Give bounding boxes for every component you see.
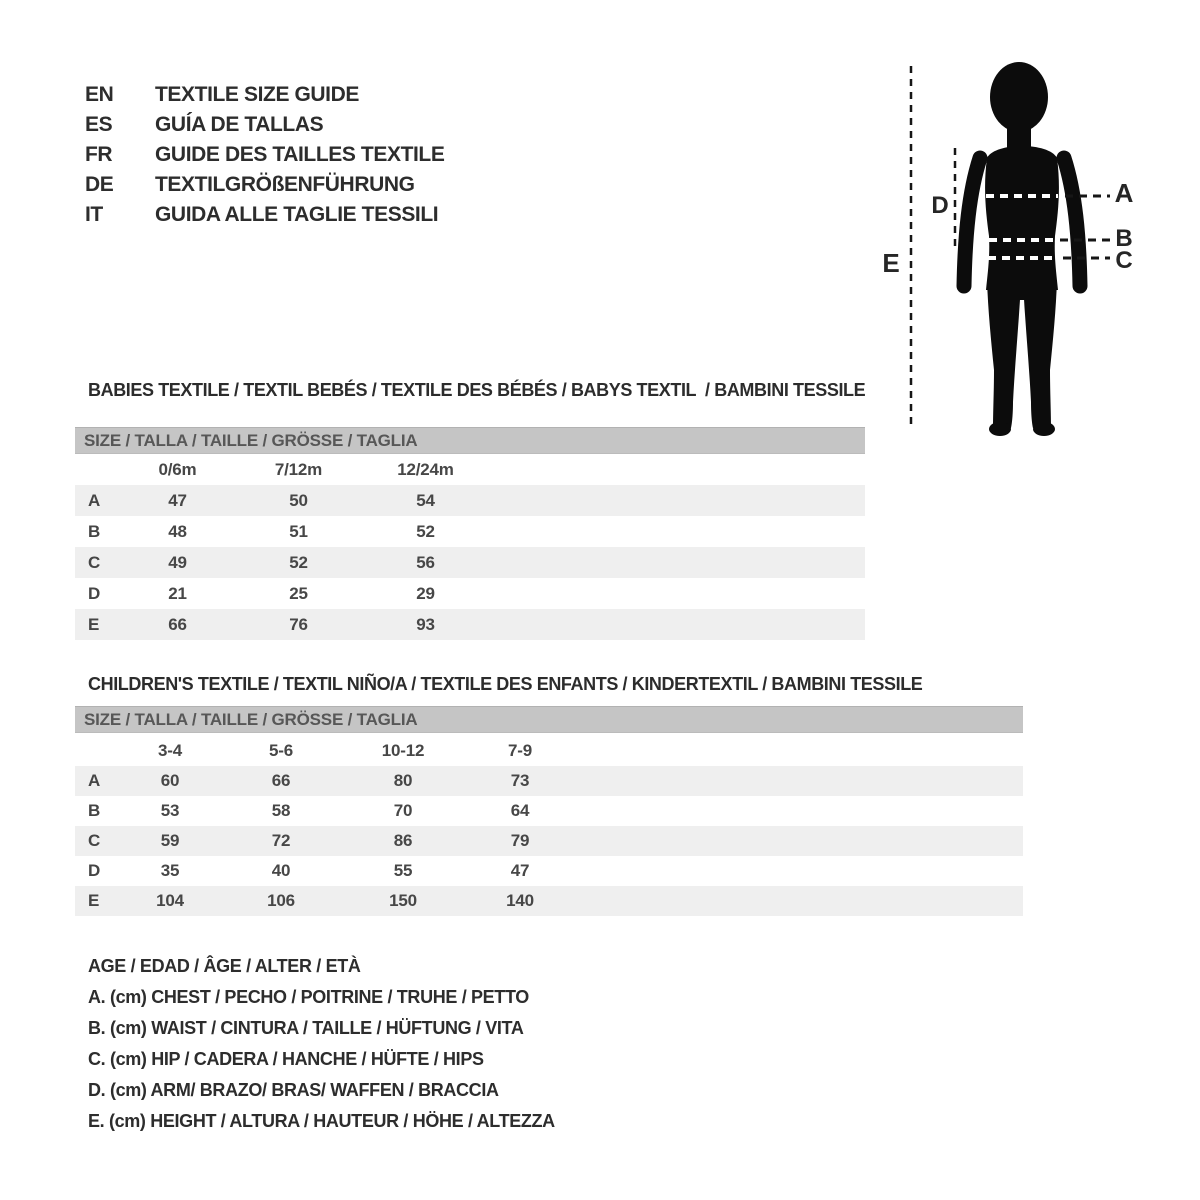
legend-line-chest: A. (cm) CHEST / PECHO / POITRINE / TRUHE / PETTO [88,987,529,1007]
column-header: 12/24m [397,459,454,479]
row-label: B [88,801,101,820]
table-cell: 79 [510,831,530,850]
babies-column-header-row [75,454,865,485]
language-code: EN [85,83,114,106]
table-cell: 60 [160,771,180,790]
table-row [75,485,865,516]
children-size-header-bar: SIZE / TALLA / TAILLE / GRÖSSE / TAGLIA [75,706,1023,733]
legend-line-waist: B. (cm) WAIST / CINTURA / TAILLE / HÜFTUNG / VITA [88,1018,524,1038]
language-code: IT [85,203,103,226]
table-row [75,796,1023,826]
table-cell: 35 [160,861,180,880]
table-cell: 47 [510,861,530,880]
babies-size-table [75,485,865,640]
children-section-title: CHILDREN'S TEXTILE / TEXTIL NIÑO/A / TEXTILE DES ENFANTS / KINDERTEXTIL / BAMBINI TESSILE [88,674,923,694]
size-measure-figure [860,50,1140,440]
row-label: D [88,861,101,880]
table-cell: 29 [416,583,435,603]
row-label: E [88,614,100,634]
language-code: ES [85,113,113,136]
table-cell: 55 [393,861,413,880]
column-header: 10-12 [381,740,425,760]
children-column-header-row [75,735,1023,766]
language-code: DE [85,173,114,196]
measure-label-b: B [1115,225,1133,252]
table-cell: 52 [416,521,435,541]
child-silhouette-image [964,62,1080,436]
measure-legend [88,951,555,1137]
column-header: 3-4 [158,740,182,760]
measure-label-d: D [931,192,949,219]
table-cell: 76 [289,614,308,634]
babies-section-title: BABIES TEXTILE / TEXTIL BEBÉS / TEXTILE DES BÉBÉS / BABYS TEXTIL / BAMBINI TESSILE [88,380,866,400]
table-row [75,609,865,640]
table-cell: 51 [289,521,308,541]
language-row [85,80,444,110]
column-header: 0/6m [158,459,197,479]
measure-label-a: A [1114,178,1134,208]
legend-line-arm: D. (cm) ARM/ BRAZO/ BRAS/ WAFFEN / BRACCIA [88,1080,499,1100]
row-label: E [88,891,100,910]
language-row [85,170,444,200]
language-row [85,110,444,140]
table-cell: 64 [510,801,530,820]
table-cell: 50 [289,490,308,510]
table-cell: 66 [271,771,291,790]
table-cell: 66 [168,614,187,634]
table-cell: 58 [271,801,291,820]
babies-size-header-bar: SIZE / TALLA / TAILLE / GRÖSSE / TAGLIA [75,427,865,454]
table-cell: 49 [168,552,187,572]
table-row [75,766,1023,796]
table-cell: 106 [267,891,295,910]
table-cell: 86 [393,831,413,850]
legend-line-hip: C. (cm) HIP / CADERA / HANCHE / HÜFTE / HIPS [88,1049,484,1069]
language-code: FR [85,143,113,166]
table-cell: 25 [289,583,308,603]
table-cell: 53 [160,801,180,820]
language-title: GUIDE DES TAILLES TEXTILE [155,143,445,166]
table-cell: 72 [271,831,291,850]
table-row [75,826,1023,856]
language-title: TEXTILE SIZE GUIDE [155,83,359,106]
language-row [85,200,444,230]
table-row [75,547,865,578]
legend-age-line: AGE / EDAD / ÂGE / ALTER / ETÀ [88,956,361,976]
measure-label-c: C [1115,247,1133,274]
column-header: 7/12m [274,459,323,479]
measure-label-e: E [882,248,900,278]
row-label: D [88,583,101,603]
legend-line-height: E. (cm) HEIGHT / ALTURA / HAUTEUR / HÖHE / ALTEZZA [88,1111,555,1131]
row-label: C [88,552,101,572]
table-cell: 48 [168,521,187,541]
table-cell: 54 [416,490,435,510]
row-label: B [88,521,101,541]
table-cell: 73 [510,771,530,790]
table-row [75,578,865,609]
table-row [75,856,1023,886]
language-row [85,140,444,170]
table-cell: 140 [506,891,534,910]
table-cell: 52 [289,552,308,572]
language-list [85,80,444,230]
table-row [75,516,865,547]
table-cell: 59 [160,831,180,850]
table-cell: 70 [393,801,413,820]
row-label: A [88,771,101,790]
table-cell: 47 [168,490,187,510]
row-label: C [88,831,101,850]
table-cell: 93 [416,614,435,634]
table-cell: 40 [271,861,291,880]
table-cell: 21 [168,583,187,603]
table-cell: 80 [393,771,413,790]
row-label: A [88,490,101,510]
table-cell: 104 [156,891,184,910]
children-size-table [75,766,1023,916]
column-header: 5-6 [269,740,293,760]
language-title: GUÍA DE TALLAS [155,113,324,136]
column-header: 7-9 [508,740,532,760]
language-title: TEXTILGRÖßENFÜHRUNG [155,173,415,196]
language-title: GUIDA ALLE TAGLIE TESSILI [155,203,439,226]
table-row [75,886,1023,916]
table-cell: 56 [416,552,435,572]
table-cell: 150 [389,891,417,910]
